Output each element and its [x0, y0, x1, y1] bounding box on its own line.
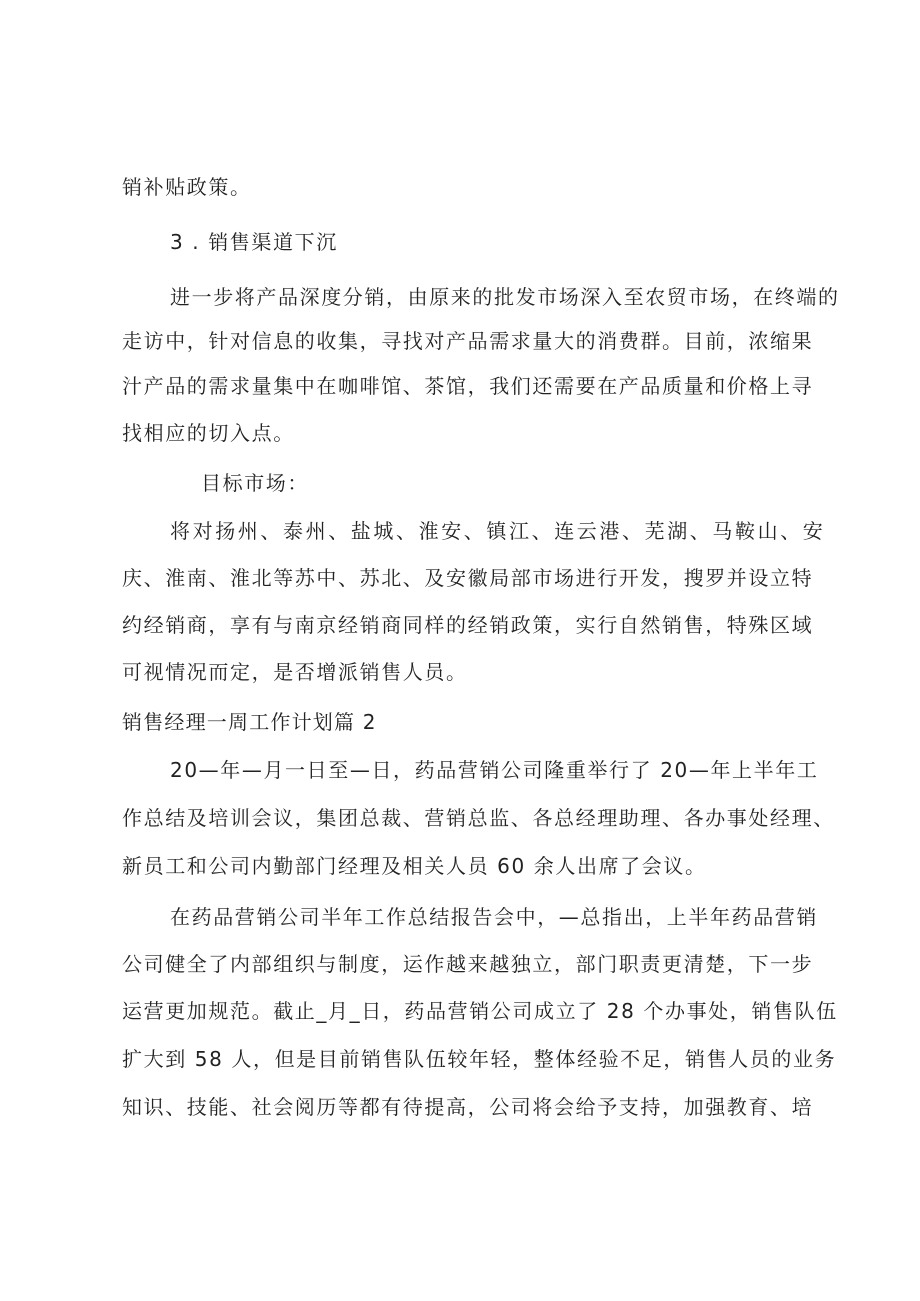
text-line: 将对扬州、泰州、盐城、淮安、镇江、连云港、芜湖、马鞍山、安: [170, 519, 826, 543]
text-line: 新员工和公司内勤部门经理及相关人员 60 余人出席了会议。: [122, 854, 707, 878]
text-line: 庆、淮南、淮北等苏中、苏北、及安徽局部市场进行开发，搜罗并设立特: [122, 566, 814, 590]
text-line: 找相应的切入点。: [122, 421, 295, 445]
text-line: 20—年—月一日至—日，药品营销公司隆重举行了 20—年上半年工: [170, 758, 819, 782]
section-heading: 3 . 销售渠道下沉: [170, 230, 338, 254]
text-line: 扩大到 58 人，但是目前销售队伍较年轻，整体经验不足，销售人员的业务: [122, 1047, 837, 1071]
text-line: 作总结及培训会议，集团总裁、营销总监、各总经理助理、各办事处经理、: [122, 806, 835, 830]
text-line: 在药品营销公司半年工作总结报告会中，—总指出，上半年药品营销: [170, 905, 818, 929]
text-line: 公司健全了内部组织与制度，运作越来越独立，部门职责更清楚，下一步: [122, 952, 814, 976]
text-line: 约经销商，享有与南京经销商同样的经销政策，实行自然销售，特殊区域: [122, 613, 814, 637]
subheading: 目标市场：: [201, 471, 309, 495]
text-line: 进一步将产品深度分销，由原来的批发市场深入至农贸市场，在终端的: [170, 285, 840, 309]
text-line: 汁产品的需求量集中在咖啡馆、茶馆，我们还需要在产品质量和价格上寻: [122, 374, 814, 398]
article-title: 销售经理一周工作计划篇 2: [122, 710, 377, 734]
text-line: 知识、技能、社会阅历等都有待提高，公司将会给予支持，加强教育、培: [122, 1095, 814, 1119]
text-line: 销补贴政策。: [122, 175, 252, 199]
text-line: 运营更加规范。截止_月_日，药品营销公司成立了 28 个办事处，销售队伍: [122, 999, 838, 1023]
text-line: 走访中，针对信息的收集，寻找对产品需求量大的消费群。目前，浓缩果: [122, 329, 814, 353]
text-line: 可视情况而定，是否增派销售人员。: [122, 660, 468, 684]
